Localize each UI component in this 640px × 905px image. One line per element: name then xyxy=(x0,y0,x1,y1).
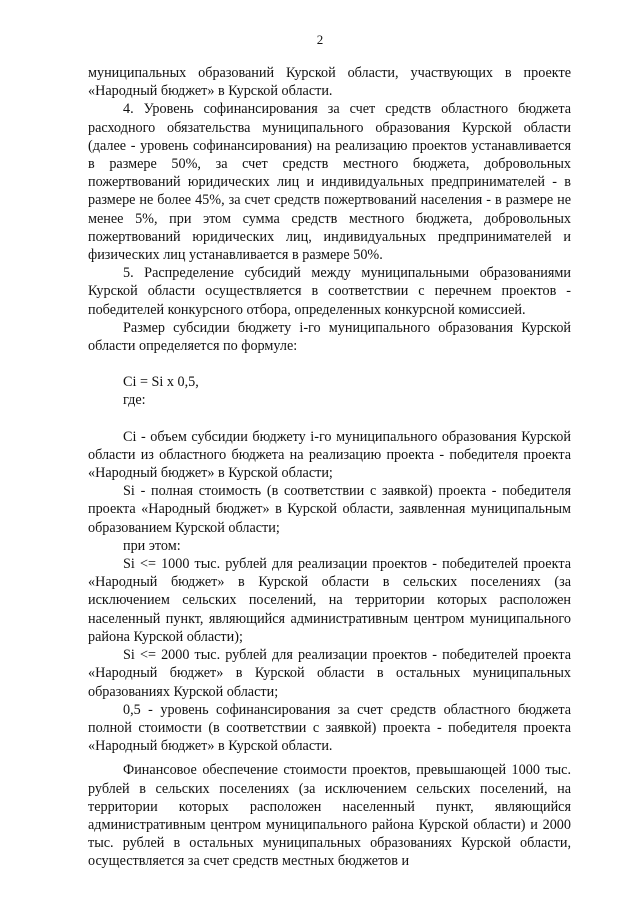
document-body xyxy=(88,64,571,871)
definition-si: Si - полная стоимость (в соответствии с заявкой) проекта - победителя проекта «Народный бюджет» в Курской области, заявленная муниципальным образованием Курской области; xyxy=(88,483,571,536)
formula: Ci = Si x 0,5, xyxy=(123,374,199,391)
condition-rural: Si <= 1000 тыс. рублей для реализации проектов - победителей проекта «Народный бюджет» в Курской области в сельских поселениях (за исключением сельских поселений, на территории которых расположен населенный пункт, являющийся административным центром муниципального района Курской области); xyxy=(88,556,571,645)
paragraph-financing: Финансовое обеспечение стоимости проектов, превышающей 1000 тыс. рублей в сельских поселениях (за исключением сельских поселений, на территории которых расположен населенный пункт, являющийся административным центром муниципального района Курской области) и 2000 тыс. рублей в остальных муниципальных образованиях Курской области, осуществляется за счет средств местных бюджетов и xyxy=(88,762,571,870)
definition-rate: 0,5 - уровень софинансирования за счет средств областного бюджета полной стоимости (в соответствии с заявкой) проекта - победителя проекта «Народный бюджет» в Курской области. xyxy=(88,701,571,755)
paragraph-item-5: 5. Распределение субсидий между муниципальными образованиями Курской области осуществляется в соответствии с перечнем проектов - победителей конкурсного отбора, определенных конкурсной комиссией. xyxy=(88,265,571,318)
paragraph-item-4: 4. Уровень софинансирования за счет средств областного бюджета расходного обязательства муниципального образования Курской области (далее - уровень софинансирования) на реализацию проектов устанавливается в размере 50%, за счет средств местного бюджета, добровольных пожертвований юридических лиц и индивидуальных предпринимателей - в размере не более 45%, за счет средств пожертвований населения - в размере не менее 5%, при этом сумма средств местного бюджета, добровольных пожертвований юридических лиц, индивидуальных предпринимателей и физических лиц устанавливается в размере 50%. xyxy=(88,101,571,264)
condition-other: Si <= 2000 тыс. рублей для реализации проектов - победителей проекта «Народный бюджет» в Курской области в остальных муниципальных образованиях Курской области; xyxy=(88,647,571,700)
formula-where: где: xyxy=(123,392,146,409)
page-number: 2 xyxy=(316,32,324,47)
paragraph-subsidy-size: Размер субсидии бюджету i-го муниципального образования Курской области определяется по формуле: xyxy=(88,319,571,355)
definition-ci: Ci - объем субсидии бюджету i-го муниципального образования Курской области из областного бюджета на реализацию проекта - победителя проекта «Народный бюджет» в Курской области; xyxy=(88,428,571,482)
spacer xyxy=(88,410,571,428)
paragraph-continuation: муниципальных образований Курской области, участвующих в проекте «Народный бюджет» в Курской области. xyxy=(88,65,571,100)
spacer xyxy=(88,355,571,373)
condition-intro: при этом: xyxy=(123,537,181,554)
